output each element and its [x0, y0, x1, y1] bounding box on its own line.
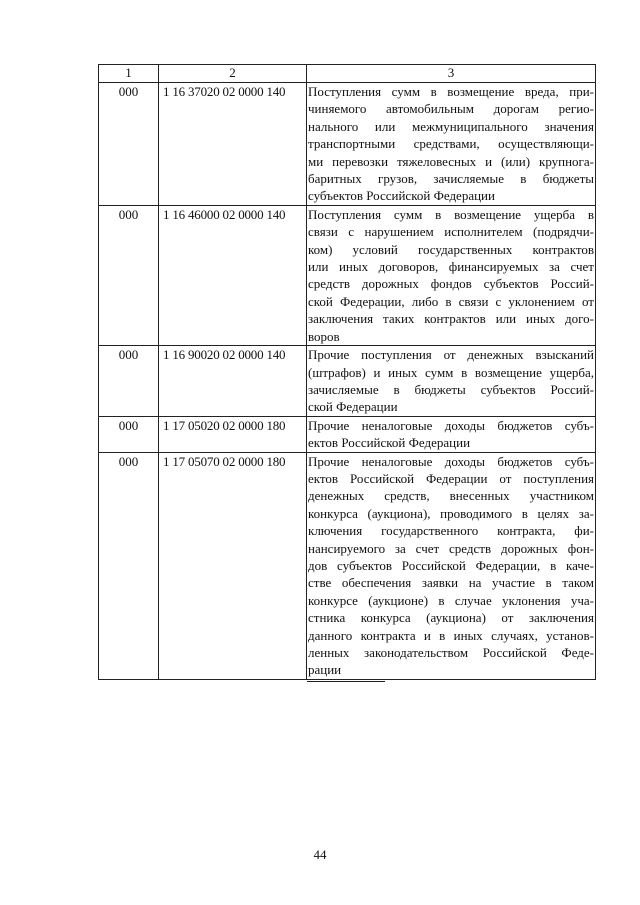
description-line: рации [308, 662, 342, 678]
admin-code-cell: 000 [99, 205, 159, 345]
description-line: Прочие неналоговые доходы бюджетов субъ- [308, 417, 594, 433]
description-line: стника конкурса (аукциона) от заключения [308, 610, 594, 626]
column-header-3: 3 [307, 65, 596, 83]
column-header-2: 2 [159, 65, 307, 83]
description-line: Поступления сумм в возмещение ущерба в [308, 206, 594, 222]
table-body [99, 83, 596, 680]
revenue-description-cell [307, 452, 596, 679]
revenue-codes-table [98, 64, 596, 680]
revenue-description-cell [307, 83, 596, 206]
admin-code-cell: 000 [99, 83, 159, 206]
admin-code-cell: 000 [99, 452, 159, 679]
revenue-description-cell [307, 205, 596, 345]
description-line: ской Федерации, либо в связи с уклонением от [308, 293, 594, 309]
description-line: Прочие неналоговые доходы бюджетов субъ- [308, 453, 594, 469]
revenue-description-cell [307, 416, 596, 452]
description-line: ключения государственного контракта, фи- [308, 523, 594, 539]
table-row [99, 83, 596, 206]
admin-code-cell: 000 [99, 416, 159, 452]
admin-code-cell: 000 [99, 346, 159, 417]
description-line: средств дорожных фондов субъектов Россий- [308, 276, 594, 292]
description-line: ектов Российской Федерации [308, 435, 471, 451]
budget-classification-code-cell: 1 17 05020 02 0000 180 [159, 416, 307, 452]
description-line: ленных законодательством Российской Феде- [308, 645, 594, 660]
description-line: данного контракта и в иных случаях, установ- [308, 627, 594, 643]
page-number: 44 [313, 847, 327, 862]
description-line: нансируемого за счет средств дорожных фон- [308, 540, 594, 556]
table-row [99, 346, 596, 417]
budget-classification-code-cell: 1 17 05070 02 0000 180 [159, 452, 307, 679]
revenue-description-cell [307, 346, 596, 417]
table-header-row [99, 65, 596, 83]
description-line: баритных грузов, зачисляемые в бюджеты [308, 171, 594, 187]
description-line: или иных договоров, финансируемых за счет [308, 259, 594, 275]
description-line: ской Федерации [308, 399, 398, 415]
description-line: связи с нарушением исполнителем (подрядчи- [308, 224, 594, 240]
budget-classification-code-cell: 1 16 46000 02 0000 140 [159, 205, 307, 345]
budget-classification-code-cell: 1 16 90020 02 0000 140 [159, 346, 307, 417]
description-line: конкурса (аукциона), проводимого в целях за- [308, 505, 594, 521]
description-line: дов субъектов Российской Федерации, в каче- [308, 557, 594, 573]
description-line: нального или межмуниципального значения [308, 118, 594, 134]
end-of-document-rule [307, 681, 385, 682]
column-header-1: 1 [99, 65, 159, 83]
description-line: Поступления сумм в возмещение вреда, при- [308, 84, 594, 99]
table-row [99, 452, 596, 679]
description-line: зачисляемые в бюджеты субъектов Россий- [308, 381, 594, 397]
description-line: субъектов Российской Федерации [308, 188, 495, 204]
description-line: транспортными средствами, осуществляющи- [308, 136, 594, 152]
description-line: чиняемого автомобильным дорогам регио- [308, 101, 594, 117]
description-line: заключения таких контрактов или иных дого- [308, 311, 594, 327]
description-line: денежных средств, внесенных участником [308, 488, 594, 504]
description-line: конкурсе (аукционе) в случае уклонения уча- [308, 592, 594, 608]
description-line: ми перевозки тяжеловесных и (или) крупнога- [308, 153, 594, 169]
table-row [99, 416, 596, 452]
table-row [99, 205, 596, 345]
description-line: стве обеспечения заявки на участие в таком [308, 575, 594, 591]
description-line: (штрафов) и иных сумм в возмещение ущерба, [308, 364, 594, 380]
description-line: воров [308, 328, 340, 344]
description-line: ком) условий государственных контрактов [308, 241, 594, 257]
budget-classification-code-cell: 1 16 37020 02 0000 140 [159, 83, 307, 206]
description-line: Прочие поступления от денежных взысканий [308, 347, 594, 363]
description-line: ектов Российской Федерации от поступления [308, 470, 594, 486]
